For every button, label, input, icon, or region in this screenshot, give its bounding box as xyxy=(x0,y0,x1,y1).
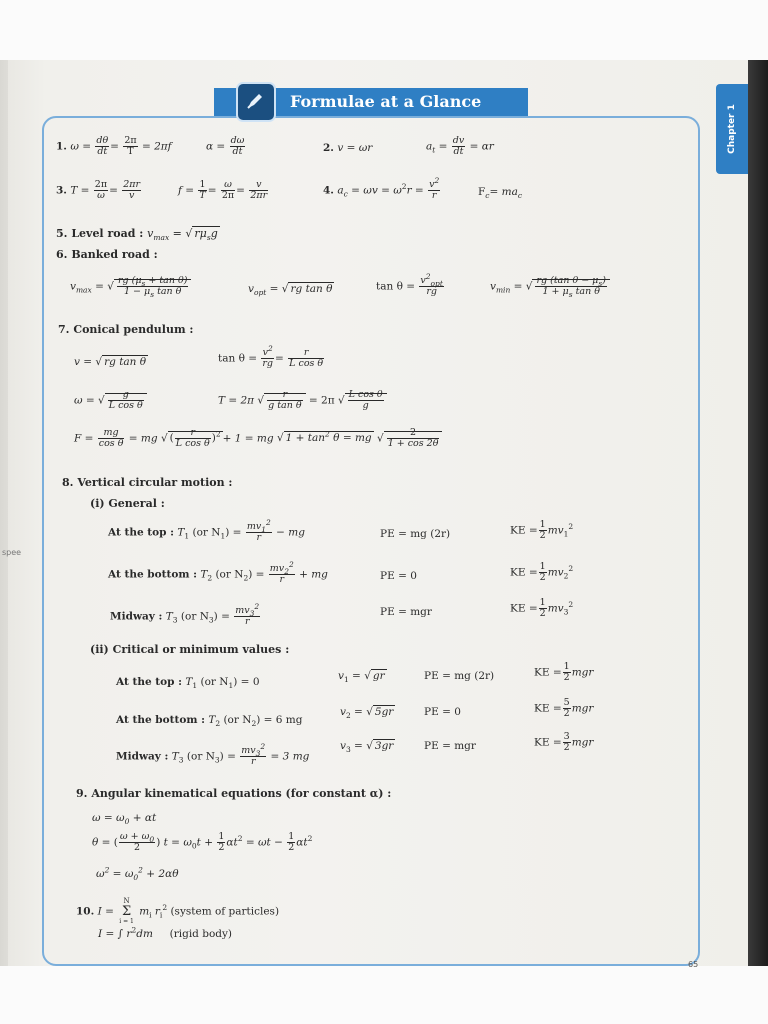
general-row-top: At the top : $T_1$ (or $N_1$) = $\frac{mv_1^2}{r}$ − mg xyxy=(108,517,305,543)
formula-7-velocity: v = √ rg tan θ xyxy=(74,356,147,368)
formula-7-omega: ω = √ $\frac{g}{\text{L cos θ}}$ xyxy=(74,390,147,411)
formula-7-force: F = $\frac{mg}{\text{cos θ}}$ = mg √ ( $\frac{r}{\text{L cos θ}}$ )$^2$ + 1 = mg √ $1 + \tan^2 \theta$ = mg √ $\frac{2}{1 + \cos 2\theta}$ xyxy=(74,428,442,449)
formula-7-heading: 7. Conical pendulum : xyxy=(58,323,194,336)
critical-midway-pe: PE = mgr xyxy=(424,740,476,752)
pen-icon xyxy=(236,82,276,122)
general-bottom-pe: PE = 0 xyxy=(380,570,417,582)
formula-2: 2. v = ωr xyxy=(323,142,373,154)
general-midway-pe: PE = mgr xyxy=(380,606,432,618)
formula-10: 10. I = N Σ i = 1 $m_i$ $r_i^2$ (system of particles) xyxy=(76,897,280,925)
formula-8-general: (i) General : xyxy=(90,497,165,510)
margin-left-word: spee xyxy=(2,548,22,557)
formula-6-tan: tan θ = $\frac{v^2_{opt}}{rg}$ xyxy=(376,271,443,297)
general-bottom-ke: KE = $\frac{1}{2}$ $mv_2^2$ xyxy=(510,561,574,583)
formula-6-vmax: $v_{max}$ = √ $\frac{rg (\mu_s + \tan \theta)}{1 - \mu_s \tan \theta}$ xyxy=(70,276,191,297)
chapter-tab xyxy=(716,84,748,174)
critical-midway-ke: KE = $\frac{3}{2}$ mgr xyxy=(534,731,594,753)
formula-3: 3. T = $\frac{2\pi}{\omega}$ = $\frac{2\pi r}{v}$ xyxy=(56,179,141,201)
general-top-pe: PE = mg (2r) xyxy=(380,528,451,540)
title-banner xyxy=(214,88,528,116)
critical-top-velocity: $v_1$ = √ gr xyxy=(338,670,385,685)
formula-3-frequency: f = $\frac{1}{T}$ = $\frac{\omega}{2\pi}$ = $\frac{v}{2\pi r}$ xyxy=(178,179,268,201)
formula-9-line-1: $\omega = \omega_0 + \alpha t$ xyxy=(92,812,157,827)
page-number: 65 xyxy=(688,960,699,969)
critical-top-ke: KE = $\frac{1}{2}$ mgr xyxy=(534,661,594,683)
formula-2-at: $a_t$ = $\frac{dv}{dt}$ = αr xyxy=(426,135,494,157)
formula-7-tan: tan θ = $\frac{v^2}{rg}$ = $\frac{r}{\text{L cos θ}}$ xyxy=(218,343,324,369)
formula-9-heading: 9. Angular kinematical equations (for constant α) : xyxy=(76,787,392,800)
formula-10-rigid: I = ∫ $r^2dm$ (rigid body) xyxy=(98,925,233,940)
critical-bottom-pe: PE = 0 xyxy=(424,706,461,718)
formula-6-vopt: $v_{opt}$ = √ rg tan θ xyxy=(248,283,333,298)
critical-row-top: At the top : $T_1$ (or $N_1) = 0$ xyxy=(116,676,260,691)
formula-1-alpha: α = $\frac{d\omega}{dt}$ xyxy=(206,135,245,157)
critical-row-bottom: At the bottom : $T_2$ (or $N_2) = 6$ mg xyxy=(116,714,303,729)
formula-6-heading: 6. Banked road : xyxy=(56,248,158,261)
formula-4-force: $F_c= ma_c$ xyxy=(478,186,523,201)
critical-top-pe: PE = mg (2r) xyxy=(424,670,495,682)
critical-bottom-ke: KE = $\frac{5}{2}$ mgr xyxy=(534,697,594,719)
formula-4: 4. $a_c = \omega v = \omega^2r$ = $\frac{v^2}{r}$ xyxy=(323,175,440,201)
formula-6-vmin: $v_{min}$ = √ $\frac{rg (\tan \theta - \mu_s)}{1 + \mu_s \tan \theta}$ xyxy=(490,276,610,297)
chapter-tab-label: Chapter 1 xyxy=(727,104,737,154)
formula-9-line-3: $\omega^2 = \omega_0^2 + 2\alpha\theta$ xyxy=(96,865,179,883)
critical-bottom-velocity: $v_2$ = √ 5gr xyxy=(340,706,394,721)
general-row-bottom: At the bottom : $T_2$ (or $N_2$) = $\frac{mv_2^2}{r}$ + mg xyxy=(108,559,328,585)
page-edge-strip xyxy=(748,60,768,966)
top-background xyxy=(0,0,768,60)
formula-1: 1. ω = $\frac{d\theta}{dt}$ = $\frac{2\pi}{T}$ = 2πf xyxy=(56,135,172,157)
formula-8-critical: (ii) Critical or minimum values : xyxy=(90,643,290,656)
general-top-ke: KE = $\frac{1}{2}$ $mv_1^2$ xyxy=(510,519,574,541)
critical-row-midway: Midway : $T_3$ (or $N_3$) = $\frac{mv_3^2}{r}$ = 3 mg xyxy=(116,741,310,767)
page-title: Formulae at a Glance xyxy=(290,92,482,111)
formula-9-line-2: θ = ( $\frac{\omega + \omega_0}{2}$ ) $t = \omega_0t$ + $\frac{1}{2}$ $\alpha t^2 = \omega t$ − $\frac{1}{2}$ $\alpha t^2$ xyxy=(92,831,313,853)
general-midway-ke: KE = $\frac{1}{2}$ $mv_3^2$ xyxy=(510,597,574,619)
critical-midway-velocity: $v_3$ = √ 3gr xyxy=(340,740,394,755)
bottom-background xyxy=(0,966,768,1024)
general-row-midway: Midway : $T_3$ (or $N_3$) = $\frac{mv_3^2}{r}$ xyxy=(110,601,260,627)
formula-8-heading: 8. Vertical circular motion : xyxy=(62,476,233,489)
formula-5: 5. Level road : $v_{max}$ = √ $r\mu_sg$ xyxy=(56,227,218,243)
formula-7-period: T = 2π √ $\frac{r}{\text{g tan θ}}$ = 2π √ $\frac{\text{L cos θ}}{g}$ xyxy=(218,390,387,411)
